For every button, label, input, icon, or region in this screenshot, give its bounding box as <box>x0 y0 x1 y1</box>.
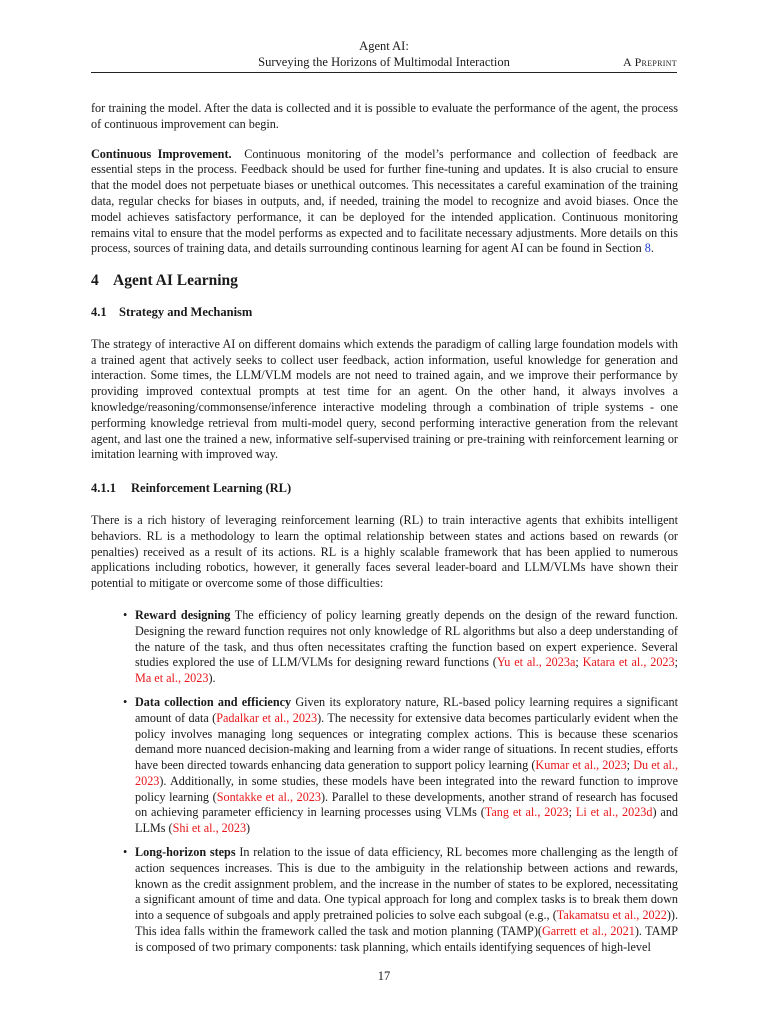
citation-link[interactable]: Ma et al., 2023 <box>135 671 209 686</box>
list-item-data-collection: • Data collection and efficiency Given its exploratory nature, RL-based policy learning requires a significant amount of data (Padalkar et al., 2023). The necessity for extensive data becomes particularly evident when the policy involves managing long sequences or integrating complex actions. This is because these scenarios demand more nuanced decision-making and learning from a wider range of situations. In recent studies, efforts have been directed towards enhancing data generation to support policy learning (Kumar et al., 2023; Du et al., 2023). Additionally, in some studies, these models have been integrated into the reward function to improve policy learning (Sontakke et al., 2023). Parallel to these developments, another strand of research has focused on achieving parameter efficiency in learning processes using VLMs (Tang et al., 2023; Li et al., 2023d) and LLMs (Shi et al., 2023) <box>135 695 678 837</box>
section-8-link[interactable]: 8 <box>644 241 651 256</box>
citation-link[interactable]: Garrett et al., 2021 <box>541 924 635 939</box>
paragraph-strategy: The strategy of interactive AI on different domains which extends the paradigm of calling large foundation models with a trained agent that actively seeks to collect user feedback, action information, useful knowledge for generation and interaction. Some times, the LLM/VLM models are not need to trained again, and we improve their performance by providing improved contextual prompts at test time for an agent. On the other hand, it always involves a knowledge/reasoning/commonsense/inference interactive modeling through a combination of triple systems - one performing knowledge retrieval from multi-model query, second performing interactive generation from the relevant agent, and last one the trained a new, informative self-supervised training or pre-training with reinforcement learning or imitation learning with improved way. <box>91 336 678 462</box>
paragraph-continuous-improvement: Continuous Improvement. Continuous monitoring of the model’s performance and collection of feedback are essential steps in the process. Feedback should be used for further fine-tuning and updates. It is also crucial to ensure that the model does not perpetuate biases or unethical outcomes. This necessitates a careful examination of the training data, regular checks for biases in outputs, and, if needed, training the model to recognize and avoid biases. Once the model achieves satisfactory performance, it can be deployed for the intended application. Continuous monitoring remains vital to ensure that the model performs as expected and to facilitate necessary adjustments. More details on this process, sources of training data, and details surrounding continous learning for agent AI can be found in Section 8. <box>91 146 678 256</box>
citation-link[interactable]: Katara et al., 2023 <box>582 655 675 670</box>
citation-link[interactable]: Du et al., 2023 <box>135 758 678 788</box>
citation-link[interactable]: Shi et al., 2023 <box>172 821 247 836</box>
citation-link[interactable]: Kumar et al., 2023 <box>535 758 627 773</box>
page-body <box>91 101 678 964</box>
paragraph-intro: for training the model. After the data is collected and it is possible to evaluate the performance of the agent, the process of continuous improvement can begin. <box>91 101 678 131</box>
page-number: 17 <box>377 969 391 983</box>
list-item-reward-designing: • Reward designing The efficiency of policy learning greatly depends on the design of the reward function. Designing the reward function requires not only knowledge of RL algorithms but also a deep understanding of the nature of the task, and thus often necessitates crafting the function based on expert experience. Several studies explored the use of LLM/VLMs for designing reward functions (Yu et al., 2023a; Katara et al., 2023; Ma et al., 2023). <box>135 608 678 687</box>
citation-link[interactable]: Takamatsu et al., 2022 <box>556 908 667 923</box>
running-header-title: Agent AI: <box>359 39 409 53</box>
paragraph-rl: There is a rich history of leveraging reinforcement learning (RL) to train interactive agents that exhibits intelligent behaviors. RL is a methodology to learn the optimal relationship between states and actions based on rewards (or penalties) received as a result of its actions. RL is a highly scalable framework that has been applied to numerous applications including robotics, however, it generally faces several leader-board and LLM/VLMs have shown their potential to mitigate or overcome some of those difficulties: <box>91 512 678 591</box>
running-header-preprint-label: A Preprint <box>622 55 677 69</box>
citation-link[interactable]: Tang et al., 2023 <box>484 805 569 820</box>
subsubsection-heading-4-1-1: 4.1.1 Reinforcement Learning (RL) <box>91 481 292 496</box>
citation-link[interactable]: Padalkar et al., 2023 <box>216 710 318 725</box>
header-divider <box>91 72 677 73</box>
continuous-improvement-text: Continuous monitoring of the model’s performance and collection of feedback are essential steps in the process. Feedback should be used for further fine-tuning and updates. It is also crucial to ensure that the model does not perpetuate biases or unethical outcomes. This necessitates a careful examination of the training data, regular checks for biases in outputs, and, if needed, training the model to recognize and avoid biases. Once the model achieves satisfactory performance, it can be deployed for the intended application. Continuous monitoring remains vital to ensure that the model performs as expected and to facilitate necessary adjustments. More details on this process, sources of training data, and details surrounding continous learning for agent AI can be found in Section <box>91 146 678 256</box>
section-heading-4: 4 Agent AI Learning <box>91 272 238 290</box>
list-item-long-horizon: • Long-horizon steps In relation to the issue of data efficiency, RL becomes more challenging as the length of action sequences increases. This is due to the ambiguity in the relationship between actions and rewards, known as the credit assignment problem, and the increase in the number of states to be explored, necessitating a significant amount of time and data. One typical approach for long and complex tasks is to break them down into a sequence of subgoals and apply pretrained policies to solve each subgoal (e.g., (Takamatsu et al., 2022)). This idea falls within the framework called the task and motion planning (TAMP)(Garrett et al., 2021). TAMP is composed of two primary components: task planning, which entails identifying sequences of high-level <box>135 845 678 956</box>
subsection-heading-4-1: 4.1 Strategy and Mechanism <box>91 304 253 319</box>
citation-link[interactable]: Sontakke et al., 2023 <box>216 789 321 804</box>
citation-link[interactable]: Li et al., 2023d <box>575 805 653 820</box>
rl-challenges-list <box>91 608 678 956</box>
run-in-heading-continuous-improvement: Continuous Improvement. <box>91 146 232 161</box>
running-header-subtitle: Surveying the Horizons of Multimodal Interaction <box>258 55 510 69</box>
citation-link[interactable]: Yu et al., 2023a <box>496 655 576 670</box>
